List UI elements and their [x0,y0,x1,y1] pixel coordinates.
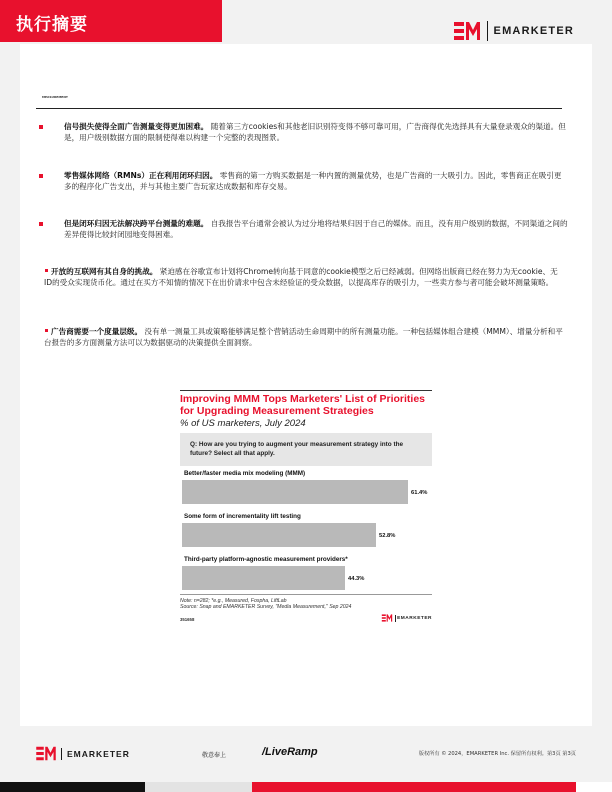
header-bar [0,0,222,42]
bullet-square-icon [39,222,43,226]
content-panel [20,44,592,726]
chart-bottom-rule [180,594,432,595]
summary-bullet-3 [64,218,570,240]
bar [182,523,376,547]
emarketer-logo-icon [381,614,393,622]
page-footer [0,740,612,770]
summary-bullet-4 [44,266,560,288]
bullet-text: 零售商的第一方购买数据是一种内置的测量优势，也是广告商的一大吸引力。因此，零售商正在吸引更多的程序化广告支出，并与其他主要广告玩家达成数据和库存交易。 [64,171,562,191]
bar-label: Some form of incrementality lift testing [184,513,301,520]
bullet-heading: 但是闭环归因无法解决跨平台测量的难题。 [64,219,209,228]
bullet-text: 随着第三方cookies和其他老旧识别符变得不够可靠可用，广告商得优先选择具有大量登录观众的渠道。但是，用户级别数据方面的限制使得难以构建一个完整的表现图景。 [64,122,566,142]
chart-note-text: Note: n=282; *e.g., Measured, Fospha, LiftLab [180,598,287,604]
section-divider [36,108,562,109]
bullet-square-icon [45,269,48,272]
brand-divider [395,615,396,622]
bar-value-label: 44.3% [348,576,365,582]
bar-label: Better/faster media mix modeling (MMM) [184,470,306,477]
chart-note [180,598,432,611]
bar [182,480,408,504]
chart-title: Improving MMM Tops Marketers' List of Priorities for Upgrading Measurement Strategies [180,393,426,417]
bullet-heading: 开放的互联网有其自身的挑战。 [51,267,158,276]
sponsor-label: 敬意奉上 [202,752,227,759]
bar-value-label: 52.8% [379,533,396,539]
bullet-text: 紧迫感在谷歌宣布计划将Chrome转向基于同意的cookie模型之后已经减弱。但网络出版商已经在努力为无cookie、无ID的受众实现货币化。通过在买方不知情的情况下在出价请求中包含未经验证的受众数据，以提高库存的吸引力，一些卖方参与者可能会破坏测量策略。 [44,267,558,287]
emarketer-logo-icon [454,21,480,41]
chart-top-rule [180,390,432,391]
page-title: 执行摘要 [16,15,88,35]
brand-wordmark: EMARKETER [493,25,574,37]
summary-bullet-1 [64,121,570,143]
sponsor-logo: /LiveRamp [262,746,318,758]
bar-label: Third-party platform-agnostic measurement providers* [184,556,348,563]
bullet-heading: 信号损失使得全面广告测量变得更加困难。 [64,122,209,131]
brand-divider [487,21,488,41]
bar-chart [180,390,432,622]
emarketer-logo-icon [36,746,56,761]
bottom-strip-red [252,782,576,792]
summary-bullet-2 [64,170,564,192]
bottom-strip-white [576,782,612,792]
brand-divider [61,748,62,760]
chart-id: 351658 [180,617,195,622]
bullet-text: 自我报告平台通常会被认为过分地将结果归因于自己的媒体。而且，没有用户级别的数据，不同渠道之间的差异使得比较封闭园地变得困难。 [64,219,568,239]
brand-wordmark: EMARKETER [397,615,432,621]
bullet-text: 没有单一测量工具或策略能够满足整个营销活动生命周期中的所有测量功能。一种包括媒体组合建模（MMM）、增量分析和平台报告的多方面测量方法可以为数据驱动的决策提供全面洞察。 [44,327,563,347]
bullet-square-icon [39,125,43,129]
bullet-square-icon [39,174,43,178]
chart-brand-logo [381,614,432,622]
bullet-heading: 广告商需要一个度量层级。 [51,327,143,336]
chart-subtitle: % of US marketers, July 2024 [180,418,306,429]
bullet-heading: 零售媒体网络（RMNs）正在利用闭环归因。 [64,171,218,180]
copyright-text: 版权所有 © 2024，EMARKETER Inc. 保留所有权利。第3页 第3页 [418,751,576,757]
chart-question-box [180,433,432,466]
section-label: MEASUREMENT [42,95,68,99]
chart-source-text: Source: Snap and EMARKETER Survey, "Media Measurement," Sep 2024 [180,604,352,611]
header-brand-logo [454,21,574,41]
footer-brand-logo [36,746,130,761]
chart-question: Q: How are you trying to augment your measurement strategy into the future? Select all that apply. [190,441,404,457]
bottom-strip-black [0,782,145,792]
bar-value-label: 61.4% [411,490,428,496]
bullet-square-icon [45,329,48,332]
bar [182,566,345,590]
summary-bullet-5 [44,326,566,348]
brand-wordmark: EMARKETER [67,748,130,759]
bottom-strip-gray [145,782,252,792]
